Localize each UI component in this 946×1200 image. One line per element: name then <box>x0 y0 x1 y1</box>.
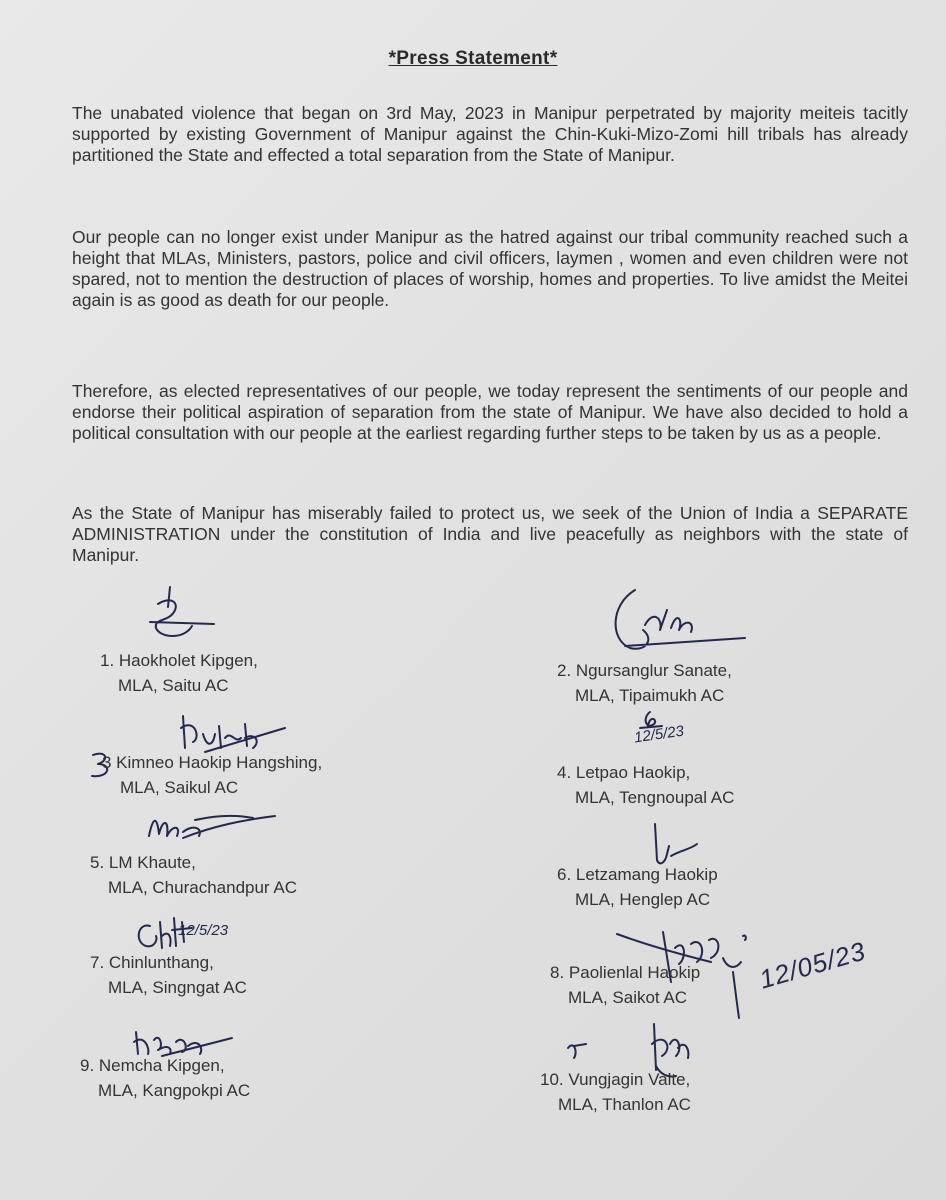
signatory-name: 1. Haokholet Kipgen, <box>100 651 258 670</box>
paragraph-2: Our people can no longer exist under Manipur as the hatred against our tribal community reached such a height that MLAs, Ministers, pastors, police and civil officers, laymen , women and even children were not spared, not to mention the destruction of places of worship, homes and properties. To live amidst the Meitei again is as good as death for our people. <box>72 227 908 310</box>
signatory-constituency: MLA, Saitu AC <box>118 676 229 695</box>
signatory-10 <box>540 1067 691 1117</box>
signatory-name: 9. Nemcha Kipgen, <box>80 1056 225 1075</box>
handwritten-date-1: 12/5/23 <box>633 722 685 747</box>
handwritten-date-2: 12/5/23 <box>178 922 229 939</box>
paragraph-4: As the State of Manipur has miserably failed to protect us, we seek of the Union of India a SEPARATE ADMINISTRATION under the constitution of India and live peacefully as neighbors with the state of Manipur. <box>72 503 908 565</box>
signatory-5 <box>90 850 297 900</box>
paragraph-1: The unabated violence that began on 3rd May, 2023 in Manipur perpetrated by majority meiteis tacitly supported by existing Government of Manipur against the Chin-Kuki-Mizo-Zomi hill tribals has already partitioned the State and effected a total separation from the State of Manipur. <box>72 103 908 165</box>
signatory-constituency: MLA, Churachandpur AC <box>108 878 297 897</box>
signatory-7 <box>90 950 247 1000</box>
signatory-constituency: MLA, Tipaimukh AC <box>575 686 725 705</box>
signatory-constituency: MLA, Saikul AC <box>120 778 239 797</box>
signatory-3 <box>102 750 322 800</box>
signatory-name: 4. Letpao Haokip, <box>557 763 691 782</box>
signatory-constituency: MLA, Singngat AC <box>108 978 247 997</box>
signatory-8 <box>550 960 700 1010</box>
paragraph-3: Therefore, as elected representatives of our people, we today represent the sentiments of our people and endorse their political aspiration of separation from the state of Manipur. We have also decided to hold a political consultation with our people at the earliest regarding further steps to be taken by us as a people. <box>72 381 908 443</box>
signatory-4 <box>557 760 734 810</box>
signatory-9 <box>80 1053 250 1103</box>
signatory-name: 7. Chinlunthang, <box>90 953 214 972</box>
signatory-constituency: MLA, Henglep AC <box>575 890 711 909</box>
signatory-1 <box>100 648 258 698</box>
document-title: *Press Statement* <box>388 48 558 69</box>
signatory-name: 8. Paolienlal Haokip <box>550 963 701 982</box>
signature-2 <box>605 580 755 660</box>
signatory-constituency: MLA, Saikot AC <box>568 988 688 1007</box>
signatory-6 <box>557 862 718 912</box>
signatory-name: 3 Kimneo Haokip Hangshing, <box>102 753 323 772</box>
signatory-constituency: MLA, Thanlon AC <box>558 1095 691 1114</box>
signatory-name: 5. LM Khaute, <box>90 853 196 872</box>
signatory-constituency: MLA, Tengnoupal AC <box>575 788 735 807</box>
signatory-constituency: MLA, Kangpokpi AC <box>98 1081 251 1100</box>
signatory-name: 10. Vungjagin Valte, <box>540 1070 691 1089</box>
signatory-name: 6. Letzamang Haokip <box>557 865 718 884</box>
signature-1 <box>140 582 220 652</box>
signature-5 <box>143 806 283 846</box>
handwritten-date-3: 12/05/23 <box>755 935 870 995</box>
signatory-name: 2. Ngursanglur Sanate, <box>557 661 732 680</box>
signatory-2 <box>557 658 732 708</box>
